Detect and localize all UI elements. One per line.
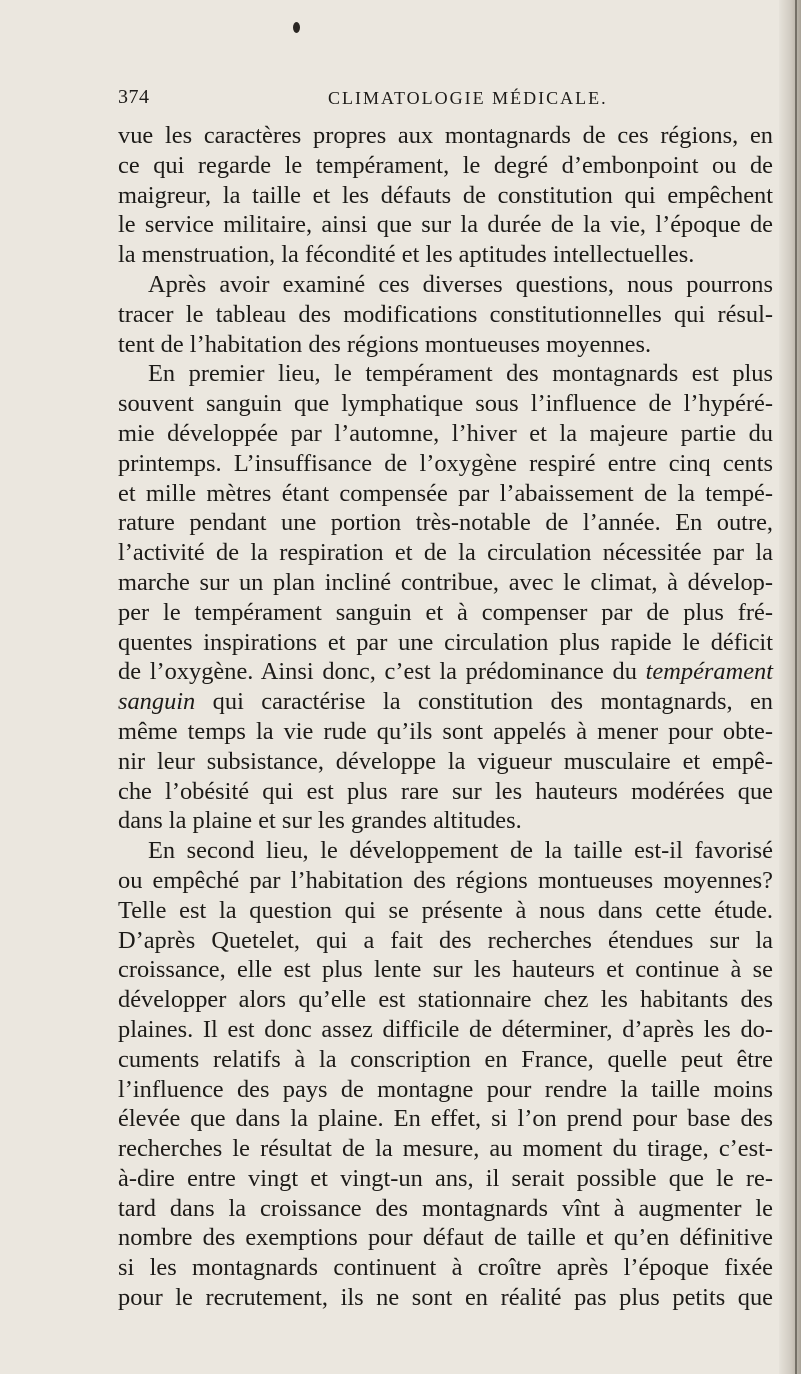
text-line: marche sur un plan incliné contribue, avec le climat, à dévelop- [118,568,773,596]
text-line: Telle est la question qui se présente à nous dans cette étude. [118,896,773,924]
text-line: ce qui regarde le tempérament, le degré d’embonpoint ou de [118,151,773,179]
text-segment: de l’oxygène. Ainsi donc, c’est la prédominance du [118,658,637,686]
text-line: rature pendant une portion très-notable de l’année. En outre, [118,509,773,537]
text-line: mie développée par l’automne, l’hiver et la majeure partie du [118,419,773,447]
page-edge [779,0,801,1374]
text-line: nombre des exemptions pour défaut de taille et qu’en définitive [118,1224,773,1252]
text-line-with-emphasis [118,687,773,717]
text-line: pour le recrutement, ils ne sont en réalité pas plus petits que [118,1284,773,1312]
text-line: élevée que dans la plaine. En effet, si l’on prend pour base des [118,1105,773,1133]
body-text [118,121,773,1313]
text-line: dans la plaine et sur les grandes altitudes. [118,807,522,835]
text-line: croissance, elle est plus lente sur les hauteurs et continue à se [118,956,773,984]
text-segment: qui caractérise la constitution des montagnards, en [212,688,773,716]
text-line: tard dans la croissance des montagnards vînt à augmenter le [118,1194,773,1222]
text-line: vue les caractères propres aux montagnards de ces régions, en [118,122,773,149]
ink-mark [293,22,300,33]
text-line: maigreur, la taille et les défauts de constitution qui empêchent [118,181,773,209]
text-line: Après avoir examiné ces diverses questions, nous pourrons [148,270,773,298]
emphasized-term: sanguin [118,688,196,716]
text-line: nir leur subsistance, développe la vigueur musculaire et empê- [118,747,773,775]
text-line: recherches le résultat de la mesure, au moment du tirage, c’est- [118,1135,773,1163]
text-line: tracer le tableau des modifications constitutionnelles qui résul- [118,300,773,328]
text-line: ou empêché par l’habitation des régions montueuses moyennes? [118,866,773,894]
text-line: cuments relatifs à la conscription en France, quelle peut être [118,1045,773,1073]
text-line: si les montagnards continuent à croître après l’époque fixée [118,1254,773,1282]
text-line: et mille mètres étant compensée par l’abaissement de la tempé- [118,479,773,507]
text-line: souvent sanguin que lymphatique sous l’influence de l’hypéré- [118,390,773,418]
running-head: CLIMATOLOGIE MÉDICALE. [328,88,608,108]
text-line: En premier lieu, le tempérament des montagnards est plus [148,360,773,388]
emphasized-term: tempérament [645,658,773,686]
text-line: développer alors qu’elle est stationnaire chez les habitants des [118,986,773,1014]
text-line: à-dire entre vingt et vingt-un ans, il serait possible que le re- [118,1164,773,1192]
text-line: D’après Quetelet, qui a fait des recherches étendues sur la [118,926,773,954]
text-line: l’influence des pays de montagne pour rendre la taille moins [118,1075,773,1103]
text-line: che l’obésité qui est plus rare sur les hauteurs modérées que [118,777,773,805]
text-line: printemps. L’insuffisance de l’oxygène respiré entre cinq cents [118,449,773,477]
text-line-with-emphasis [118,657,773,687]
page-number: 374 [118,86,150,108]
text-line: quentes inspirations et par une circulation plus rapide le déficit [118,628,773,656]
text-line: plaines. Il est donc assez difficile de déterminer, d’après les do- [118,1015,773,1043]
text-line: per le tempérament sanguin et à compenser par de plus fré- [118,598,773,626]
text-line: le service militaire, ainsi que sur la durée de la vie, l’époque de [118,211,773,239]
text-line: la menstruation, la fécondité et les aptitudes intellectuelles. [118,241,695,269]
text-line: l’activité de la respiration et de la circulation nécessitée par la [118,539,773,567]
text-line: tent de l’habitation des régions montueuses moyennes. [118,330,652,358]
text-line: même temps la vie rude qu’ils sont appelés à mener pour obte- [118,717,773,745]
page-header [118,86,778,116]
text-line: En second lieu, le développement de la taille est-il favorisé [148,837,773,865]
